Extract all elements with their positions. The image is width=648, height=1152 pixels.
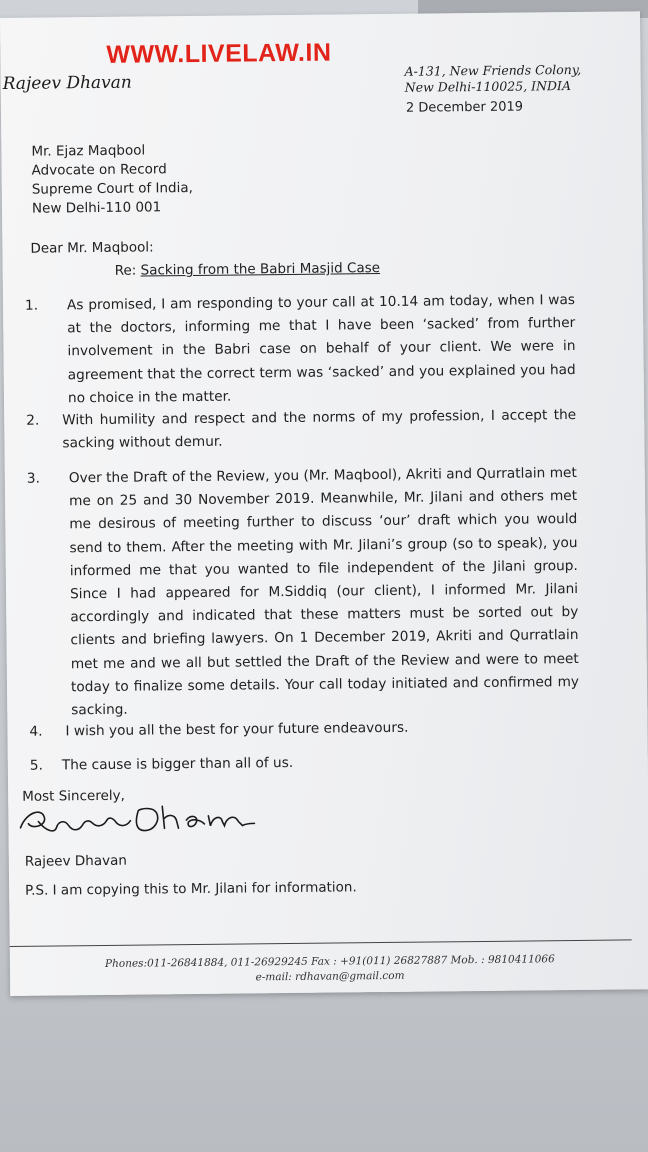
closing: Most Sincerely, [22, 787, 125, 805]
paragraph-text: As promised, I am responding to your call at 10.14 am today, when I was at the doctors, informing me that I have been ‘sacked’ from further involvement in the Babri case on behalf of your client. We were in agreement that the correct term was ‘sacked’ and you explained you had no choice in the matter. [66, 291, 576, 407]
address-line-2: New Delhi-110025, INDIA [404, 78, 572, 95]
recipient-block [31, 141, 193, 219]
recipient-city: New Delhi-110 001 [31, 199, 162, 217]
footer [70, 952, 590, 987]
paragraph-number: 5. [29, 757, 43, 774]
paragraph-4 [29, 715, 579, 744]
paragraph-text: I wish you all the best for your future endeavours. [65, 719, 409, 740]
watermark: WWW.LIVELAW.IN [106, 38, 332, 69]
paragraph-number: 1. [24, 297, 39, 314]
salutation: Dear Mr. Maqbool: [30, 239, 154, 257]
recipient-court: Supreme Court of India, [31, 179, 193, 198]
paragraph-3 [27, 462, 580, 723]
paragraph-text: The cause is bigger than all of us. [61, 754, 294, 774]
recipient-title: Advocate on Record [31, 161, 167, 179]
letter-sheet [0, 11, 648, 996]
letter-date: 2 December 2019 [405, 99, 524, 116]
letterhead-name: Rajeev Dhavan [2, 72, 132, 94]
postscript: P.S. I am copying this to Mr. Jilani for information. [25, 879, 357, 899]
subject-prefix: Re: [114, 262, 137, 279]
footer-phones: Phones:011-26841884, 011-26929245 Fax : +91(011) 26827887 Mob. : 9810411066 [104, 953, 555, 970]
paragraph-number: 3. [26, 470, 40, 487]
paragraph-text: Over the Draft of the Review, you (Mr. Maqbool), Akriti and Qurratlain met me on 25 and 30 November 2019. Meanwhile, Mr. Jilani and others met me desirous of meeting further to discuss ‘our’ draft which you would send to them. After the meeting with Mr. Jilani’s group (so to speak), you informed me that you wanted to file independent of the Jilani group. Since I had appeared for M.Siddiq (our client), I informed Mr. Jilani accordingly and indicated that these matters must be sorted out by clients and briefing lawyers. On 1 December 2019, Akriti and Qurratlain met me and we all but settled the Draft of the Review and were to meet today to finalize some details. Your call today initiated and confirmed my sacking. [68, 464, 580, 719]
paragraph-number: 4. [29, 723, 43, 740]
paragraph-text: With humility and respect and the norms of my profession, I accept the sacking without demur. [62, 406, 577, 452]
signature [16, 795, 256, 844]
paragraph-5 [30, 749, 580, 778]
recipient-name: Mr. Ejaz Maqbool [31, 142, 146, 160]
footer-email: e-mail: rdhavan@gmail.com [255, 969, 405, 984]
subject-line [115, 259, 381, 280]
letterhead-address [405, 62, 605, 96]
paragraph-1 [25, 289, 576, 411]
paragraph-number: 2. [26, 412, 40, 429]
footer-divider [10, 939, 632, 947]
address-line-1: A-131, New Friends Colony, [404, 61, 582, 79]
signatory-name: Rajeev Dhavan [24, 852, 127, 870]
paragraph-2 [26, 404, 576, 456]
subject-text: Sacking from the Babri Masjid Case [140, 260, 381, 279]
